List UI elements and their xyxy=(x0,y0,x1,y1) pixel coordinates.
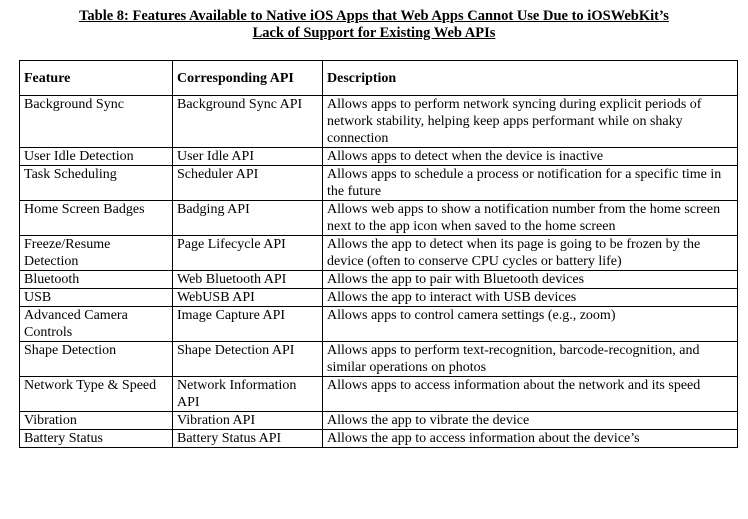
cell-api: Page Lifecycle API xyxy=(173,236,323,271)
cell-description: Allows the app to vibrate the device xyxy=(323,412,738,430)
cell-api: Background Sync API xyxy=(173,96,323,148)
cell-description: Allows apps to perform text-recognition, barcode-recognition, and similar operations on photos xyxy=(323,342,738,377)
table-row xyxy=(20,201,738,236)
cell-api: Battery Status API xyxy=(173,430,323,448)
cell-description: Allows the app to access information about the device’s xyxy=(323,430,738,448)
cell-feature: Freeze/Resume Detection xyxy=(20,236,173,271)
table-row xyxy=(20,289,738,307)
cell-feature: Task Scheduling xyxy=(20,166,173,201)
cell-feature: Network Type & Speed xyxy=(20,377,173,412)
cell-description: Allows the app to pair with Bluetooth devices xyxy=(323,271,738,289)
table-row xyxy=(20,342,738,377)
cell-feature: Shape Detection xyxy=(20,342,173,377)
table-row xyxy=(20,236,738,271)
table-row xyxy=(20,148,738,166)
table-header-row xyxy=(20,61,738,96)
cell-description: Allows the app to interact with USB devices xyxy=(323,289,738,307)
cell-description: Allows the app to detect when its page is going to be frozen by the device (often to conserve CPU cycles or battery life) xyxy=(323,236,738,271)
cell-api: Network Information API xyxy=(173,377,323,412)
cell-api: WebUSB API xyxy=(173,289,323,307)
table-row xyxy=(20,377,738,412)
table-row xyxy=(20,96,738,148)
cell-description: Allows apps to schedule a process or notification for a specific time in the future xyxy=(323,166,738,201)
features-table xyxy=(19,60,738,448)
cell-description: Allows apps to perform network syncing during explicit periods of network stability, helping keep apps performant while on shaky connection xyxy=(323,96,738,148)
cell-feature: Battery Status xyxy=(20,430,173,448)
table-row xyxy=(20,412,738,430)
caption-line-1: Table 8: Features Available to Native iOS Apps that Web Apps Cannot Use Due to iOSWebKit’s xyxy=(79,8,669,24)
cell-api: Shape Detection API xyxy=(173,342,323,377)
cell-api: User Idle API xyxy=(173,148,323,166)
table-row xyxy=(20,430,738,448)
cell-description: Allows apps to detect when the device is inactive xyxy=(323,148,738,166)
cell-api: Badging API xyxy=(173,201,323,236)
cell-feature: Vibration xyxy=(20,412,173,430)
table-caption xyxy=(0,8,748,42)
cell-feature: Bluetooth xyxy=(20,271,173,289)
cell-api: Scheduler API xyxy=(173,166,323,201)
table-row xyxy=(20,307,738,342)
table-row xyxy=(20,166,738,201)
cell-feature: USB xyxy=(20,289,173,307)
cell-api: Vibration API xyxy=(173,412,323,430)
header-corresponding-api: Corresponding API xyxy=(173,61,323,96)
header-description: Description xyxy=(323,61,738,96)
cell-description: Allows web apps to show a notification number from the home screen next to the app icon when saved to the home screen xyxy=(323,201,738,236)
cell-feature: Home Screen Badges xyxy=(20,201,173,236)
cell-api: Web Bluetooth API xyxy=(173,271,323,289)
cell-description: Allows apps to access information about the network and its speed xyxy=(323,377,738,412)
cell-feature: User Idle Detection xyxy=(20,148,173,166)
table-row xyxy=(20,271,738,289)
header-feature: Feature xyxy=(20,61,173,96)
cell-api: Image Capture API xyxy=(173,307,323,342)
cell-description: Allows apps to control camera settings (e.g., zoom) xyxy=(323,307,738,342)
caption-line-2: Lack of Support for Existing Web APIs xyxy=(252,25,496,41)
cell-feature: Advanced Camera Controls xyxy=(20,307,173,342)
cell-feature: Background Sync xyxy=(20,96,173,148)
